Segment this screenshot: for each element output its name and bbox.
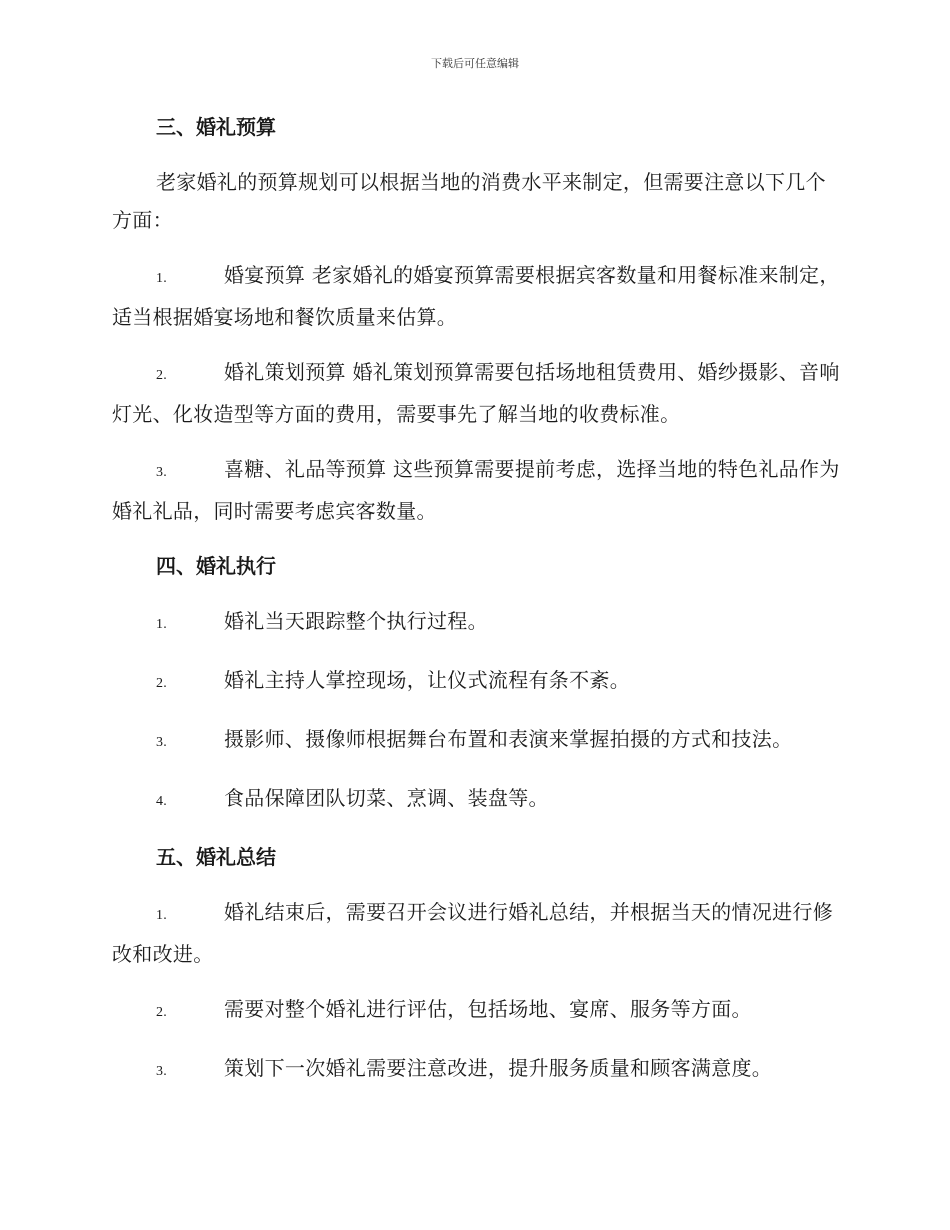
list-text: 婚礼策划预算 婚礼策划预算需要包括场地租赁费用、婚纱摄影、音响灯光、化妆造型等方面的费用，需要事先了解当地的收费标准。	[112, 360, 840, 426]
list-item	[112, 990, 840, 1032]
list-text: 策划下一次婚礼需要注意改进，提升服务质量和顾客满意度。	[224, 1056, 773, 1080]
list-item	[112, 893, 840, 973]
list-number: 2.	[156, 368, 168, 383]
list-text: 婚礼当天跟踪整个执行过程。	[224, 609, 488, 633]
list-number: 1.	[156, 617, 168, 632]
page-header: 下载后可任意编辑	[431, 57, 519, 70]
section-heading-execution: 四、婚礼执行	[156, 554, 276, 578]
list-number: 3.	[156, 465, 168, 480]
list-number: 2.	[156, 1005, 168, 1020]
list-text: 喜糖、礼品等预算 这些预算需要提前考虑，选择当地的特色礼品作为婚礼礼品，同时需要考虑宾客数量。	[112, 457, 840, 523]
list-number: 3.	[156, 735, 168, 750]
document-body	[112, 108, 840, 1108]
list-text: 摄影师、摄像师根据舞台布置和表演来掌握拍摄的方式和技法。	[224, 727, 793, 751]
list-number: 1.	[156, 908, 168, 923]
list-number: 4.	[156, 794, 168, 809]
list-item	[112, 450, 840, 530]
list-item	[112, 353, 840, 433]
list-item	[112, 256, 840, 336]
list-text: 婚礼结束后，需要召开会议进行婚礼总结，并根据当天的情况进行修改和改进。	[112, 900, 833, 966]
list-text: 食品保障团队切菜、烹调、装盘等。	[224, 786, 549, 810]
list-number: 1.	[156, 271, 168, 286]
list-item	[112, 720, 840, 762]
list-item	[112, 779, 840, 821]
budget-intro: 老家婚礼的预算规划可以根据当地的消费水平来制定，但需要注意以下几个方面：	[112, 170, 826, 232]
list-item	[112, 1049, 840, 1091]
list-item	[112, 602, 840, 644]
section-heading-budget: 三、婚礼预算	[156, 115, 276, 139]
list-text: 需要对整个婚礼进行评估，包括场地、宴席、服务等方面。	[224, 997, 752, 1021]
section-heading-summary: 五、婚礼总结	[156, 845, 276, 869]
list-text: 婚宴预算 老家婚礼的婚宴预算需要根据宾客数量和用餐标准来制定，适当根据婚宴场地和餐饮质量来估算。	[112, 263, 840, 329]
list-number: 3.	[156, 1064, 168, 1079]
list-text: 婚礼主持人掌控现场，让仪式流程有条不紊。	[224, 668, 630, 692]
list-number: 2.	[156, 676, 168, 691]
list-item	[112, 661, 840, 703]
